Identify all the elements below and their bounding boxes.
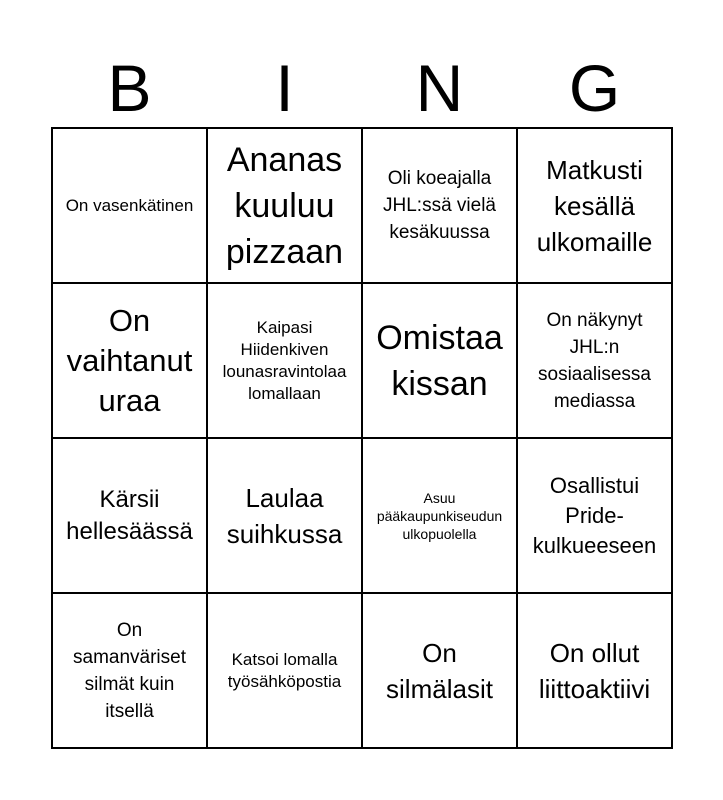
cell-text: On samanväriset silmät kuin itsellä <box>73 619 186 722</box>
bingo-cell[interactable] <box>518 439 673 594</box>
cell-text: Asuu pääkaupunkiseudun ulkopuolella <box>376 489 503 542</box>
bingo-cell[interactable] <box>208 594 363 749</box>
header-letter-n: N <box>415 51 464 125</box>
cell-text: On vaihtanut uraa <box>66 302 193 418</box>
bingo-cell[interactable] <box>53 594 208 749</box>
cell-text: Matkusti kesällä ulkomaille <box>536 154 653 257</box>
cell-text: Kärsii hellesäässä <box>66 485 193 545</box>
bingo-cell[interactable] <box>53 284 208 439</box>
cell-text: On näkynyt JHL:n sosiaalisessa mediassa <box>538 309 651 412</box>
cell-text: Kaipasi Hiidenkiven lounasravintolaa lomallaan <box>222 317 347 403</box>
bingo-cell[interactable] <box>518 129 673 284</box>
bingo-cell[interactable] <box>208 284 363 439</box>
bingo-cell[interactable] <box>53 439 208 594</box>
bingo-cell[interactable] <box>363 594 518 749</box>
cell-text: On silmälasit <box>386 637 493 704</box>
cell-text: On ollut liittoaktiivi <box>538 637 651 704</box>
bingo-cell[interactable] <box>208 129 363 284</box>
header-letter-g: G <box>568 51 621 125</box>
header-letter-i: I <box>275 51 294 125</box>
cell-text: On vasenkätinen <box>65 195 194 215</box>
bingo-cell[interactable] <box>363 284 518 439</box>
cell-text: Osallistui Pride-kulkueeseen <box>532 472 657 558</box>
cell-text: Ananas kuuluu pizzaan <box>225 140 344 271</box>
bingo-cell[interactable] <box>363 129 518 284</box>
cell-text: Omistaa kissan <box>376 318 503 403</box>
cell-text: Oli koeajalla JHL:ssä vielä kesäkuussa <box>383 168 496 243</box>
cell-text: Laulaa suihkussa <box>226 482 343 549</box>
bingo-cell[interactable] <box>363 439 518 594</box>
cell-text: Katsoi lomalla työsähköpostia <box>227 649 342 691</box>
header-letter-b: B <box>107 51 152 125</box>
bingo-cell[interactable] <box>518 594 673 749</box>
bingo-cell[interactable] <box>53 129 208 284</box>
bingo-cell[interactable] <box>208 439 363 594</box>
bingo-header <box>52 50 672 126</box>
bingo-grid <box>51 127 673 749</box>
bingo-cell[interactable] <box>518 284 673 439</box>
